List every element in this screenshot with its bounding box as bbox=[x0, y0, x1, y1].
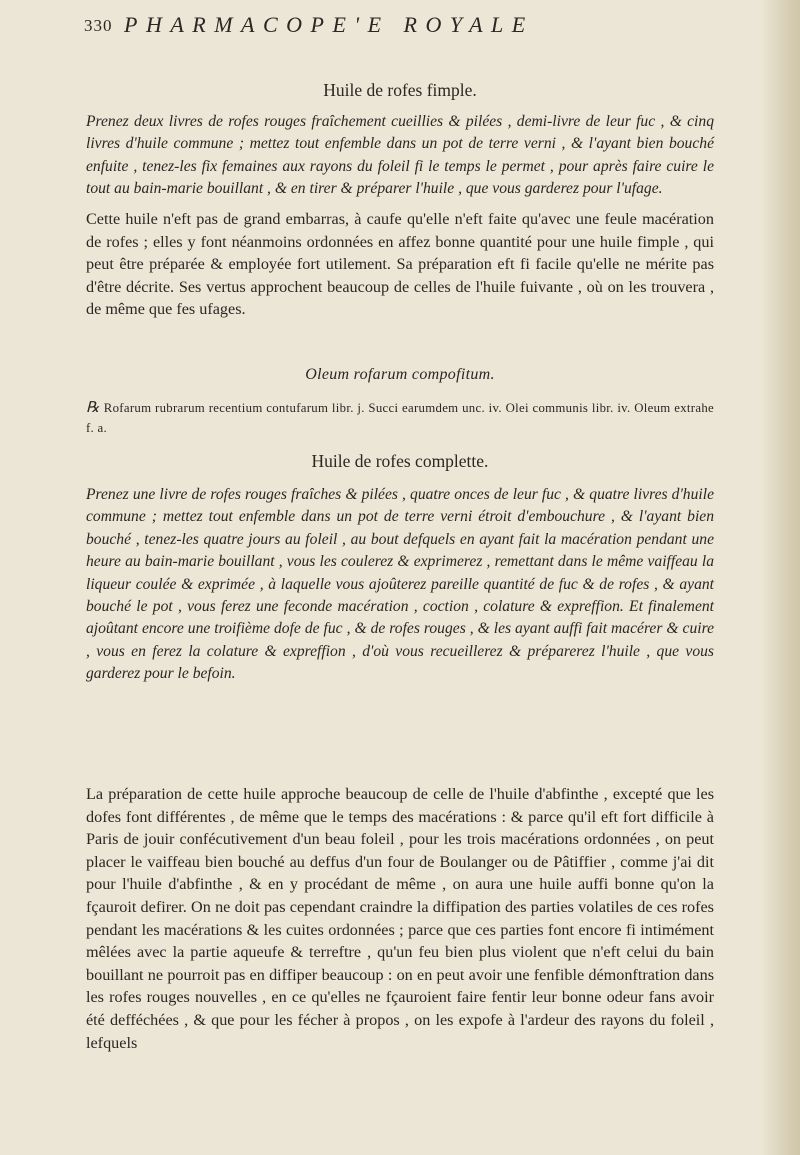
recipe-complete-rose-oil: Prenez une livre de rofes rouges fraîches & pilées , quatre onces de leur fuc , & quatre livres d'huile commune ; mettez tout enfemble dans un pot de terre verni étroit d'embouchure , & l'ayant bien bouché , tenez-les quatre jours au foleil , au bout defquels en ayant fait la macération pendant une heure au bain-marie bouillant , vous les coulerez & exprimerez , remettant dans le même vaiffeau la liqueur coulée & exprimée , à laquelle vous ajoûterez pareille quantité de fuc & de rofes , & ayant bouché le pot , vous ferez une feconde macération , coction , colature & expreffion. Et finalement ajoûtant encore une troifième dofe de fuc , & de rofes rouges , & les ayant auffi fait macérer & cuire , vous en ferez la colature & expreffion , d'où vous recueillerez & préparerez l'huile , que vous garderez pour le befoin. bbox=[86, 486, 714, 683]
page-edge-shadow bbox=[760, 0, 800, 1155]
running-title: PHARMACOPE'E ROYALE bbox=[124, 12, 534, 37]
page-number: 330 bbox=[84, 16, 113, 35]
recipe-simple-rose-oil: Prenez deux livres de rofes rouges fraîchement cueillies & pilées , demi-livre de leur fuc , & cinq livres d'huile commune ; mettez tout enfemble dans un pot de terre verni , & l'ayant bien bouché enfuite , tenez-les fix femaines aux rayons du foleil fi le temps le permet , pour après faire cuire le tout au bain-marie bouillant , & en tirer & préparer l'huile , que vous garderez pour l'ufage. bbox=[86, 113, 714, 198]
commentary-simple-rose-oil: Cette huile n'eft pas de grand embarras, à caufe qu'elle n'eft faite qu'avec une feule macération de rofes ; elles y font néanmoins ordonnées en affez bonne quantité pour une huile fimple , qui peut être préparée & employée fort utilement. Sa préparation eft fi facile qu'elle ne mérite pas d'être décrite. Ses vertus approchent beaucoup de celles de l'huile fuivante , où on les trouvera , de même que fes ufages. bbox=[86, 210, 714, 319]
section-heading-complete-rose-oil: Huile de rofes complette. bbox=[311, 451, 489, 471]
running-header bbox=[84, 8, 664, 44]
recipe-symbol: ℞ bbox=[86, 400, 100, 416]
latin-recipe bbox=[86, 398, 714, 438]
commentary-complete-rose-oil: La préparation de cette huile approche beaucoup de celle de l'huile d'abfinthe , excepté que les dofes font différentes , de même que le temps des macérations : & parce qu'il eft fort difficile à Paris de jouir confécutivement d'un beau foleil , pour les trois macérations ordonnées , on peut placer le vaiffeau bien bouché au deffus d'un four de Boulanger ou de Pâtiffier , comme j'ai dit pour l'huile d'abfinthe , & en y procédant de même , on aura une huile auffi bonne qu'on la fçauroit defirer. On ne doit pas cependant craindre la diffipation des parties volatiles de ces rofes pendant les macérations & les cuites ordonnées ; parce que ces parties font encore fi intimément mêlées avec la partie aqueufe & terreftre , qu'un feu bien plus violent que n'eft celui du bain bouillant ne pourroit pas en diffiper beaucoup : on en peut avoir une fenfible démonftration dans les rofes rouges nouvelles , en ce qu'elles ne fçauroient faire fentir leur bonne odeur fans avoir été defféchées , & que pour les fécher à propos , on les expofe à l'ardeur des rayons du foleil , lefquels bbox=[86, 785, 714, 1052]
section-heading-simple-rose-oil: Huile de rofes fimple. bbox=[323, 80, 477, 100]
latin-title-oleum-rosarum: Oleum rofarum compofitum. bbox=[305, 366, 495, 383]
latin-recipe-text: Rofarum rubrarum recentium contufarum libr. j. Succi earumdem unc. iv. Olei communis libr. iv. Oleum extrahe f. a. bbox=[86, 401, 714, 435]
